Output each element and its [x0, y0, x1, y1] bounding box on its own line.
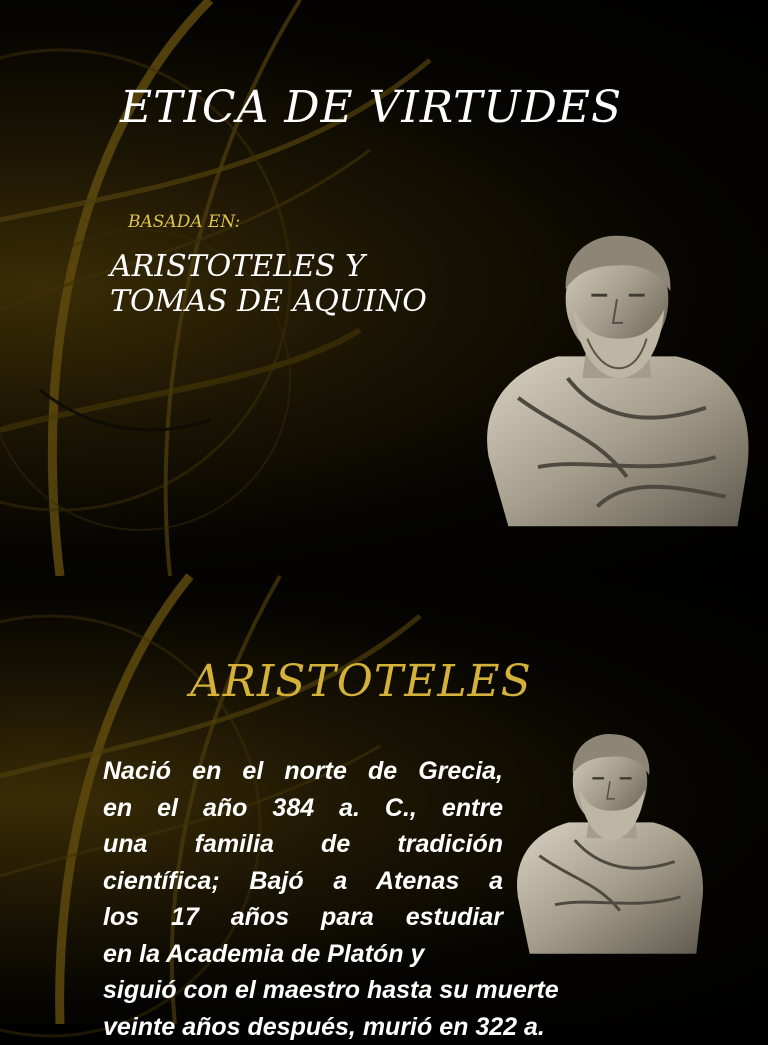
biography-line: veinte años después, murió en 322 a.: [103, 1009, 691, 1045]
biography-line: en la Academia de Platón y: [103, 936, 691, 973]
biography-line: en el año 384 a. C., entre: [103, 790, 503, 827]
biography-line: los 17 años para estudiar: [103, 899, 503, 936]
author-names-line-2: TOMAS DE AQUINO: [110, 285, 427, 320]
aristotle-bust-image: [478, 230, 756, 546]
biography-line: una familia de tradición: [103, 826, 503, 863]
slide-subtitle: BASADA EN:: [128, 212, 240, 232]
biography-line: Nació en el norte de Grecia,: [103, 753, 503, 790]
biography-line: siguió con el maestro hasta su muerte: [103, 972, 691, 1009]
aristotle-bust-image: [512, 730, 708, 956]
slide-title: ARISTOTELES: [190, 656, 532, 707]
slide-title: ETICA DE VIRTUDES: [120, 82, 622, 133]
author-names: [110, 250, 427, 319]
biography-line: científica; Bajó a Atenas a: [103, 863, 503, 900]
author-names-line-1: ARISTOTELES Y: [110, 250, 427, 285]
